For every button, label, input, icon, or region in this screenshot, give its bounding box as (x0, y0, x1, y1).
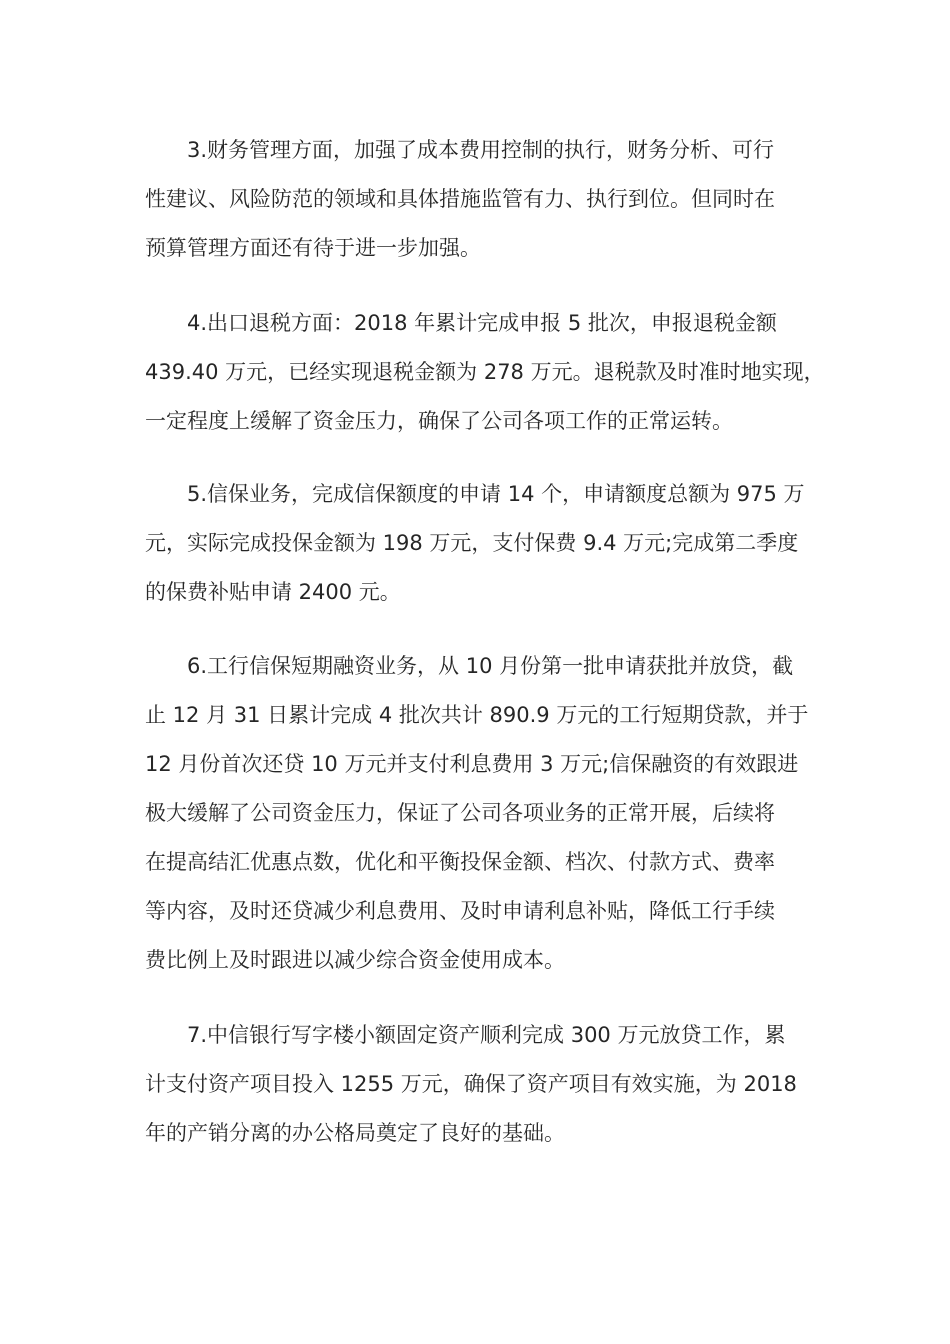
paragraph-line: 计支付资产项目投入 1255 万元，确保了资产项目有效实施，为 2018 (145, 1072, 797, 1096)
paragraph-citic-office-loan (145, 1025, 810, 1144)
paragraph-line: 在提高结汇优惠点数，优化和平衡投保金额、档次、付款方式、费率 (145, 850, 775, 874)
paragraph-export-tax-rebate (145, 311, 825, 433)
paragraph-line: 4.出口退税方面：2018 年累计完成申报 5 批次，申报退税金额 (187, 311, 777, 335)
paragraph-line: 7.中信银行写字楼小额固定资产顺利完成 300 万元放贷工作，累 (187, 1023, 786, 1047)
paragraph-line: 439.40 万元，已经实现退税金额为 278 万元。退税款及时准时地实现， (145, 360, 825, 384)
paragraph-credit-insurance (145, 484, 810, 603)
paragraph-line: 等内容，及时还贷减少利息费用、及时申请利息补贴，降低工行手续 (145, 899, 775, 923)
paragraph-line: 预算管理方面还有待于进一步加强。 (145, 236, 481, 260)
paragraph-line: 6.工行信保短期融资业务，从 10 月份第一批申请获批并放贷，截 (187, 654, 794, 678)
paragraph-financial-management (145, 140, 810, 259)
paragraph-line: 一定程度上缓解了资金压力，确保了公司各项工作的正常运转。 (145, 409, 733, 433)
paragraph-line: 3.财务管理方面，加强了成本费用控制的执行，财务分析、可行 (187, 138, 775, 162)
paragraph-line: 的保费补贴申请 2400 元。 (145, 580, 401, 604)
paragraph-line: 5.信保业务，完成信保额度的申请 14 个，申请额度总额为 975 万 (187, 482, 805, 506)
paragraph-line: 性建议、风险防范的领域和具体措施监管有力、执行到位。但同时在 (145, 187, 775, 211)
paragraph-line: 费比例上及时跟进以减少综合资金使用成本。 (145, 948, 565, 972)
paragraph-line: 12 月份首次还贷 10 万元并支付利息费用 3 万元;信保融资的有效跟进 (145, 752, 799, 776)
paragraph-line: 极大缓解了公司资金压力，保证了公司各项业务的正常开展，后续将 (145, 801, 775, 825)
paragraph-icbc-short-term-financing (145, 656, 810, 971)
paragraph-line: 止 12 月 31 日累计完成 4 批次共计 890.9 万元的工行短期贷款，并于 (145, 703, 809, 727)
paragraph-line: 元，实际完成投保金额为 198 万元，支付保费 9.4 万元;完成第二季度 (145, 531, 799, 555)
paragraph-line: 年的产销分离的办公格局奠定了良好的基础。 (145, 1121, 565, 1145)
